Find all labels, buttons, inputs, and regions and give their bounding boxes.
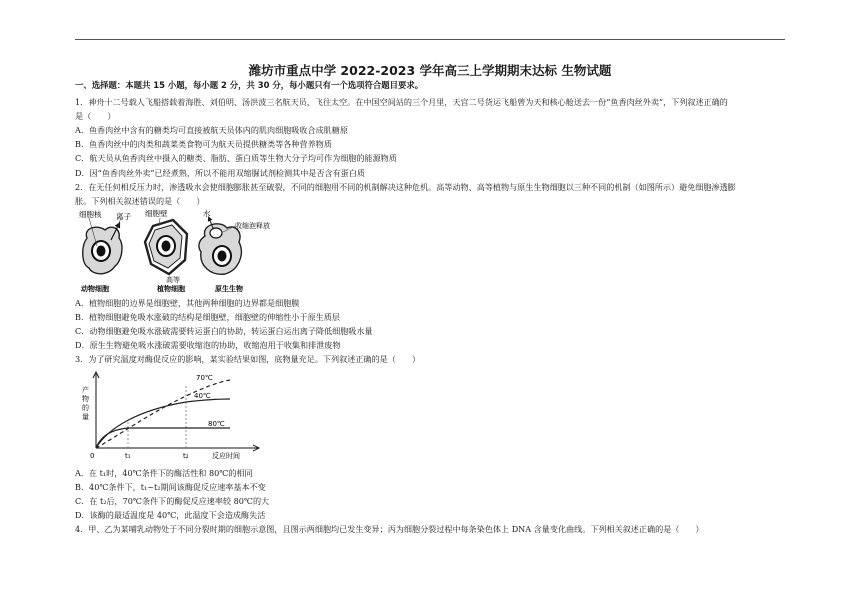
enzyme-chart [78, 370, 263, 464]
cell-diagram [75, 206, 275, 296]
q4-stem: 4．甲、乙为某哺乳动物处于不同分裂时期的细胞示意图，且图示两细胞均已发生变异；丙为细胞分裂过程中每条染色体上 DNA 含量变化曲线。下列相关叙述正确的是（ ） [75, 524, 704, 534]
q2-option-c: C．动物细胞避免吸水涨破需要转运蛋白的协助，转运蛋白运出离子降低细胞吸水量 [75, 326, 373, 336]
label-ion: 离子 [116, 212, 131, 221]
label-plant-2: 植物细胞 [157, 285, 185, 293]
x-axis-label: 反应时间 [212, 452, 240, 460]
series-70c [96, 380, 230, 448]
label-nucleus: 细胞核 [79, 210, 102, 219]
q2-option-a: A．植物细胞的边界是细胞壁，其他两种细胞的边界都是细胞膜 [75, 298, 300, 308]
y-axis-label-char: 的 [82, 404, 89, 412]
q2-option-d: D．原生生物避免吸水涨破需要收缩泡的协助，收缩泡用于收集和排泄废物 [75, 340, 341, 350]
label-80c: 80℃ [208, 420, 225, 428]
y-axis-label [82, 385, 89, 421]
q2-stem: 2．在无任何相反压力时，渗透吸水会使细胞膨胀甚至破裂，不同的细胞用不同的机制解决这种危机。高等动物、高等植物与原生生物细胞以三种不同的机制（如图所示）避免细胞渗透膨 [75, 182, 736, 192]
q2-stem-cont: 胀。下列相关叙述错误的是（ ） [75, 196, 205, 206]
series-80c [96, 428, 230, 448]
q3-option-b: B．40℃条件下，t₁~t₂期间该酶促反应速率基本不变 [75, 482, 266, 492]
q1-option-c: C．航天员从鱼香肉丝中摄入的糖类、脂肪、蛋白质等生物大分子均可作为细胞的能源物质 [75, 153, 397, 163]
tick-t2: t₂ [183, 452, 189, 460]
y-axis-label-char: 量 [82, 413, 89, 421]
q3-option-c: C．在 t₂后，70℃条件下的酶促反应速率较 80℃的大 [75, 496, 270, 506]
label-protist: 原生生物 [215, 285, 243, 293]
q3-option-a: A．在 t₁时，40℃条件下的酶活性和 80℃的相同 [75, 468, 253, 478]
contractile-vacuole [210, 228, 222, 238]
y-axis-label-char: 产 [82, 386, 89, 394]
label-animal-cell: 动物细胞 [81, 285, 109, 293]
tick-t1: t₁ [125, 452, 131, 460]
label-cell-wall: 细胞壁 [145, 209, 168, 218]
q1-stem: 1．神舟十二号载人飞船搭载着海胜、刘伯明、汤洪波三名航天员，飞往太空。在中国空间站的三个月里，天宫二号货运飞船曾为天和核心舱送去一份“鱼香肉丝外卖”，下列叙述正确的 [75, 97, 728, 107]
q1-option-a: A．鱼香肉丝中含有的糖类均可直接被航天员体内的肌肉细胞吸收合成肌糖原 [75, 125, 348, 135]
q2-option-b: B．植物细胞避免吸水涨破的结构是细胞壁，细胞壁的伸缩性小于原生质层 [75, 312, 340, 322]
header-rule [75, 39, 785, 40]
label-contractile: 收缩泡释放 [235, 222, 270, 230]
section-heading: 一、选择题：本题共 15 小题，每小题 2 分，共 30 分，每小题只有一个选项符合题目要求。 [75, 80, 424, 90]
y-axis-label-char: 物 [82, 395, 89, 403]
label-40c: 40℃ [194, 392, 211, 400]
origin-label: 0 [90, 452, 95, 460]
label-70c: 70℃ [196, 374, 213, 382]
q1-stem-cont: 是（ ） [75, 111, 116, 121]
q1-option-b: B．鱼香肉丝中的肉类和蔬菜类食物可为航天员提供糖类等各种营养物质 [75, 139, 332, 149]
page-title: 潍坊市重点中学 2022-2023 学年高三上学期期末达标 生物试题 [248, 63, 612, 78]
q3-option-d: D．该酶的最适温度是 40℃，此温度下会造成酶失活 [75, 510, 266, 520]
q3-stem: 3．为了研究温度对酶促反应的影响，某实验结果如图，底物量充足。下列叙述正确的是（ ） [75, 354, 421, 364]
label-plant-1: 高等 [166, 276, 180, 284]
label-water: 水 [203, 209, 211, 218]
q1-option-d: D．因“鱼香肉丝外卖”已经煮熟，所以不能用双缩脲试剂检测其中是否含有蛋白质 [75, 168, 365, 178]
